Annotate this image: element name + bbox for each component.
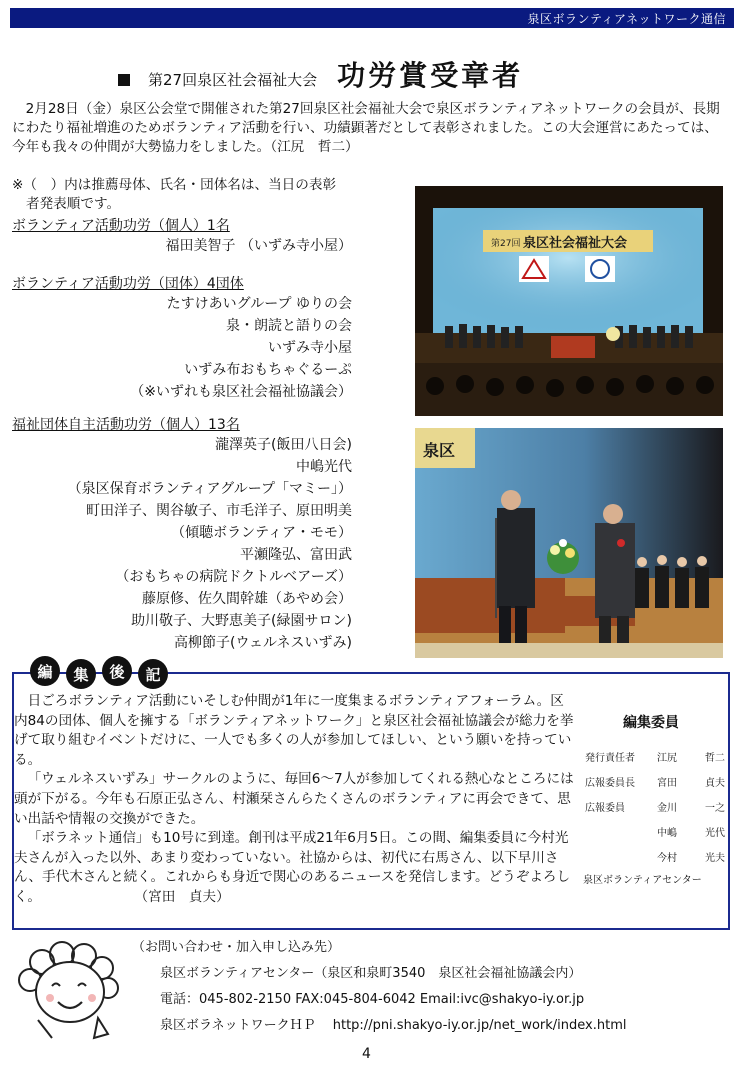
contact-phone-email: 電話：045-802-2150 FAX:045-804-6042 Email:ivc@shakyo-iy.or.jp (160, 992, 585, 1007)
recipient-line: （※いずれも泉区社会福祉協議会） (130, 384, 352, 400)
member-given-name: 一之 (705, 803, 725, 814)
afterword-signature: （宮田 貞夫） (134, 888, 230, 905)
recipient-list (12, 293, 352, 403)
note-line: ※（ ）内は推薦母体、氏名・団体名は、当日の表彰 (12, 177, 337, 193)
banner-main-text: 泉区社会福祉大会 (523, 236, 628, 251)
member-surname: 宮田 (657, 778, 677, 789)
section-heading: ボランティア活動功労（個人）1名 (12, 218, 230, 234)
committee-row (585, 794, 725, 819)
article-title-row (118, 58, 523, 94)
member-surname: 中嶋 (657, 828, 677, 839)
recipient-line: 町田洋子、関谷敏子、市毛洋子、原田明美 (86, 503, 352, 519)
banner-small-text: 第27回 (491, 239, 521, 249)
recipient-line: （おもちゃの病院ドクトルベアーズ） (115, 569, 352, 585)
mascot-illustration (8, 940, 128, 1040)
member-surname: 今村 (657, 853, 677, 864)
page-number: 4 (362, 1046, 371, 1062)
award-photo-drawing (415, 428, 723, 658)
afterword-heading-char: 後 (102, 656, 132, 686)
committee-center: 泉区ボランティアセンター (583, 875, 702, 886)
committee-row (585, 769, 725, 794)
afterword-heading-char: 編 (30, 656, 60, 686)
recipient-line: 福田美智子 （いずみ寺小屋） (165, 238, 352, 254)
committee-row (585, 744, 725, 769)
committee-member (657, 849, 725, 864)
committee-member (657, 774, 725, 789)
member-given-name: 哲二 (705, 753, 725, 764)
committee-member (657, 749, 725, 764)
afterword-paragraph (14, 829, 574, 907)
recipient-line: いずみ寺小屋 (268, 340, 352, 356)
contact-address: 泉区ボランティアセンター（泉区和泉町3540 泉区社会福祉協議会内） (160, 966, 582, 981)
recipient-line: 泉・朗読と語りの会 (226, 318, 352, 334)
member-surname: 江尻 (657, 753, 677, 764)
member-given-name: 貞夫 (705, 778, 725, 789)
stage-photo-drawing (415, 186, 723, 416)
contact-website: 泉区ボラネットワークＨＰ http://pni.shakyo-iy.or.jp/net_work/index.html (160, 1018, 627, 1033)
afterword-heading-char: 集 (66, 659, 96, 689)
banner-fragment-text: 泉区 (423, 441, 456, 460)
mascot-drawing (8, 940, 128, 1040)
article-title-prefix: 第27回泉区社会福祉大会 (148, 71, 318, 89)
contact-heading: （お問い合わせ・加入申し込み先） (132, 940, 341, 955)
committee-row (585, 844, 725, 869)
award-photo (415, 428, 723, 658)
member-given-name: 光代 (705, 828, 725, 839)
member-given-name: 光夫 (705, 853, 725, 864)
square-bullet-icon (118, 74, 130, 86)
recipient-line: （泉区保育ボランティアグループ「マミー」） (67, 481, 352, 497)
afterword-paragraph: 「ウェルネスいずみ」サークルのように、毎回6〜7人が参加してくれる熱心なところには頭が下がる。今年も石原正弘さん、村瀬栞さんらたくさんのボランティアに再会できて、思い出話や情報の交換ができた。 (14, 771, 574, 827)
award-section-individual (12, 215, 352, 257)
header-bar (10, 8, 734, 28)
intro-paragraph: 2月28日（金）泉区公会堂で開催された第27回泉区社会福祉大会で泉区ボランティアネットワークの会員が、長期にわたり福祉増進のためボランティア活動を行い、功績顕著だとして表彰されました。この大会運営にあたっては、今年も我々の仲間が大勢協力をしました。（江尻 哲二） (12, 101, 720, 155)
committee-role: 広報委員 (585, 803, 625, 814)
recipient-line: 瀧澤英子(飯田八日会) (215, 437, 352, 453)
afterword-heading (30, 656, 174, 686)
afterword-paragraph: 日ごろボランティア活動にいそしむ仲間が1年に一度集まるボランティアフォーラム。区内84の団体、個人を擁する「ボランティアネットワーク」と泉区社会福祉協議会が総力を挙げて取り組むイベントだけに、一人でも多くの人が参加してほしい、という願いを持っている。 (14, 693, 574, 768)
note-line: 者発表順です。 (26, 196, 121, 212)
contact-info (132, 936, 720, 1039)
section-heading: ボランティア活動功労（団体）4団体 (12, 276, 244, 292)
recipient-line: たすけあいグループ ゆりの会 (166, 296, 352, 312)
recipient-line: 平瀬隆弘、富田武 (240, 547, 352, 563)
section-heading: 福祉団体自主活動功労（個人）13名 (12, 417, 240, 433)
recipient-list (12, 434, 352, 654)
committee-title: 編集委員 (623, 715, 679, 731)
recipient-list (12, 235, 352, 257)
recipient-line: （傾聴ボランティア・モモ） (171, 525, 352, 541)
committee-role: 発行責任者 (585, 753, 635, 764)
article-title: 功労賞受章者 (337, 59, 524, 92)
committee-member (657, 799, 725, 814)
award-section-welfare (12, 414, 352, 654)
recipient-line: いずみ布おもちゃぐるーぷ (184, 362, 352, 378)
committee-member (657, 824, 725, 839)
recipient-line: 藤原修、佐久間幹雄（あやめ会） (142, 591, 352, 607)
recipient-line: 助川敬子、大野恵美子(緑園サロン) (131, 613, 352, 629)
recipient-line: 高柳節子(ウェルネスいずみ) (174, 635, 352, 651)
afterword-paragraph-text: 「ボラネット通信」も10号に到達。創刊は平成21年6月5日。この間、編集委員に今村光夫さんが入った以外、あまり変わっていない。社協からは、初代に右馬さん、以下早川さん、手代木さんと続く。これからも身近で関心のあるニュースを発信します。どうぞよろしく。 (14, 830, 571, 905)
afterword-heading-char: 記 (138, 659, 168, 689)
stage-photo (415, 186, 723, 416)
editorial-committee (585, 712, 725, 886)
afterword-text (14, 692, 574, 908)
note (12, 176, 412, 214)
member-surname: 金川 (657, 803, 677, 814)
award-section-group (12, 273, 352, 403)
newsletter-title: 泉区ボランティアネットワーク通信 (527, 12, 726, 26)
committee-row (585, 819, 725, 844)
committee-role: 広報委員長 (585, 778, 635, 789)
recipient-line: 中嶋光代 (296, 459, 352, 475)
